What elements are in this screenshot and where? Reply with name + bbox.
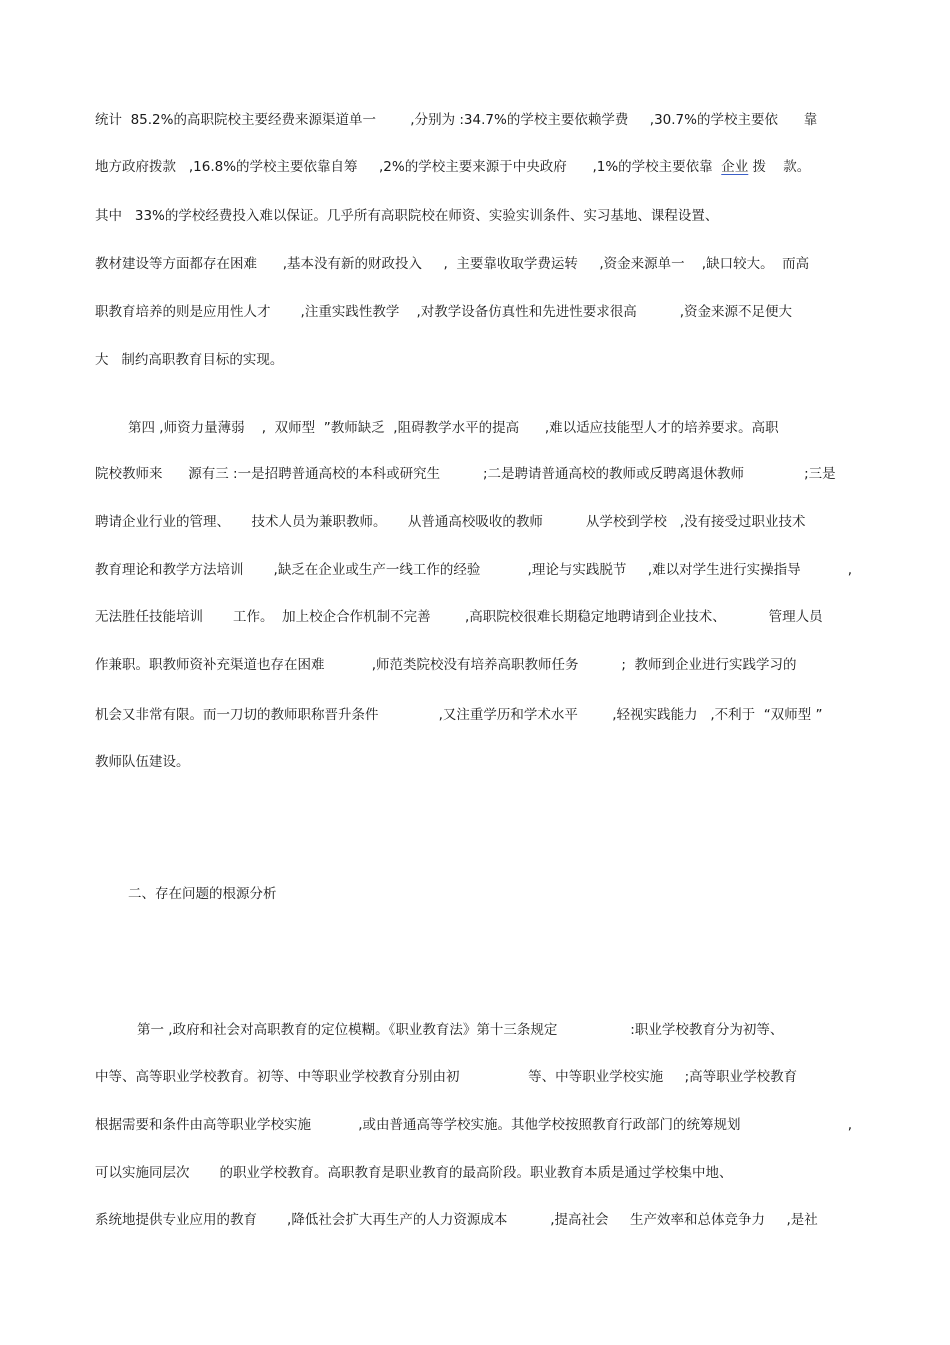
paragraph-line: 大 制约高职教育目标的实现。 <box>95 352 284 368</box>
link-enterprise[interactable]: 企业 <box>721 159 749 175</box>
paragraph-line: 根据需要和条件由高等职业学校实施 ,或由普通高等学校实施。其他学校按照教育行政部门的统筹规划 , <box>95 1117 853 1133</box>
paragraph-line <box>95 157 810 177</box>
paragraph-line: 教师队伍建设。 <box>95 754 190 770</box>
paragraph-line: 聘请企业行业的管理、 技术人员为兼职教师。 从普通高校吸收的教师 从学校到学校 ,没有接受过职业技术 <box>95 514 806 530</box>
paragraph-line: 作兼职。职教师资补充渠道也存在困难 ,师范类院校没有培养高职教师任务 ; 教师到企业进行实践学习的 <box>95 657 797 673</box>
paragraph-line: 第四 ,师资力量薄弱 , 双师型 ”教师缺乏 ,阻碍教学水平的提高 ,难以适应技能型人才的培养要求。高职 <box>128 420 779 436</box>
paragraph-line: 系统地提供专业应用的教育 ,降低社会扩大再生产的人力资源成本 ,提高社会 生产效率和总体竞争力 ,是社 <box>95 1212 818 1228</box>
section-heading: 二、存在问题的根源分析 <box>128 886 277 902</box>
paragraph-line: 教育理论和教学方法培训 ,缺乏在企业或生产一线工作的经验 ,理论与实践脱节 ,难以对学生进行实操指导 , <box>95 562 853 578</box>
paragraph-line: 教材建设等方面都存在困难 ,基本没有新的财政投入 , 主要靠收取学费运转 ,资金来源单一 ,缺口较大。 而高 <box>95 256 810 272</box>
paragraph-line: 第一 ,政府和社会对高职教育的定位模糊。《职业教育法》第十三条规定 :职业学校教育分为初等、 <box>137 1022 784 1038</box>
paragraph-line: 可以实施同层次 的职业学校教育。高职教育是职业教育的最高阶段。职业教育本质是通过学校集中地、 <box>95 1165 733 1181</box>
paragraph-line: 院校教师来 源有三 :一是招聘普通高校的本科或研究生 ;二是聘请普通高校的教师或反聘离退休教师 ;三是 <box>95 466 836 482</box>
paragraph-line: 统计 85.2%的高职院校主要经费来源渠道单一 ,分别为 :34.7%的学校主要依赖学费 ,30.7%的学校主要依 靠 <box>95 112 818 128</box>
paragraph-line: 中等、高等职业学校教育。初等、中等职业学校教育分别由初 等、中等职业学校实施 ;高等职业学校教育 <box>95 1069 798 1085</box>
paragraph-line: 机会又非常有限。而一刀切的教师职称晋升条件 ,又注重学历和学术水平 ,轻视实践能力 ,不利于 “双师型 ” <box>95 707 823 723</box>
paragraph-line-tail: 拨 款。 <box>748 159 811 175</box>
paragraph-line-text: 地方政府拨款 ,16.8%的学校主要依靠自筹 ,2%的学校主要来源于中央政府 ,1%的学校主要依靠 <box>95 159 722 175</box>
paragraph-line: 无法胜任技能培训 工作。 加上校企合作机制不完善 ,高职院校很难长期稳定地聘请到企业技术、 管理人员 <box>95 609 823 625</box>
paragraph-line: 其中 33%的学校经费投入难以保证。几乎所有高职院校在师资、实验实训条件、实习基地、课程设置、 <box>95 208 719 224</box>
paragraph-line: 职教育培养的则是应用性人才 ,注重实践性教学 ,对教学设备仿真性和先进性要求很高 ,资金来源不足便大 <box>95 304 792 320</box>
